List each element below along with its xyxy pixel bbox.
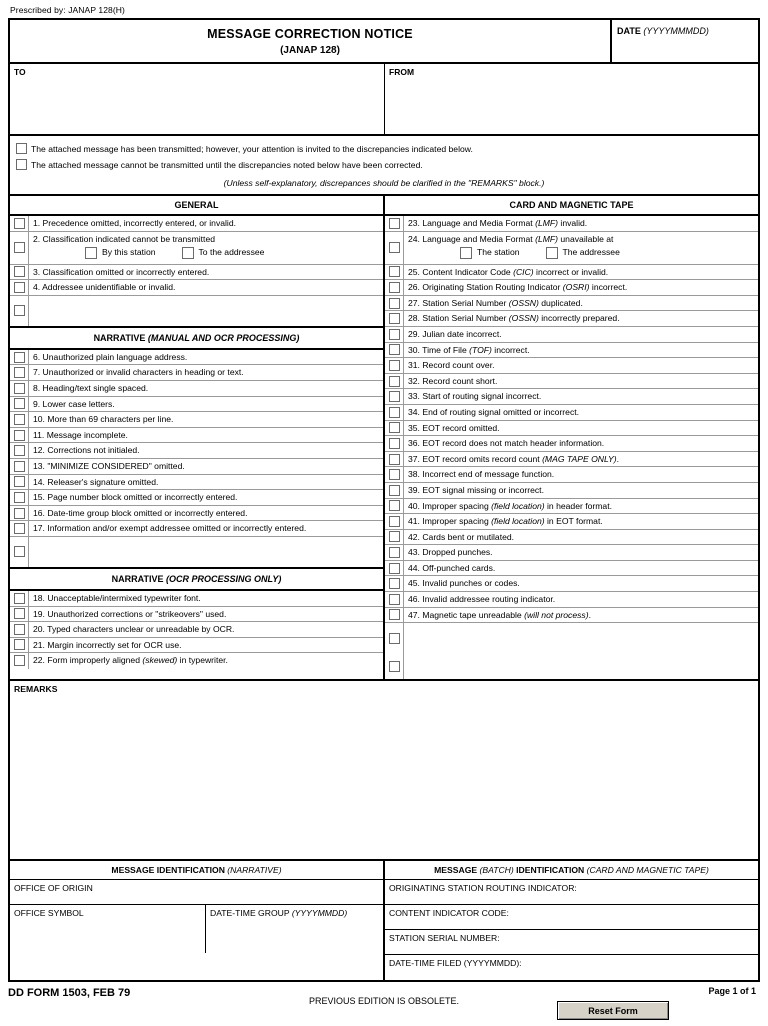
discrepancy-label: 42. Cards bent or mutilated. — [408, 531, 515, 542]
narrative-manual-item-8-checkbox[interactable] — [14, 461, 25, 472]
discrepancy-row[interactable] — [385, 421, 758, 437]
discrepancy-label — [404, 623, 758, 653]
discrepancy-row[interactable] — [10, 521, 383, 537]
office-symbol-field[interactable] — [10, 905, 206, 953]
card-tape-item-23-checkbox[interactable] — [389, 578, 400, 589]
discrepancy-row[interactable] — [10, 591, 383, 607]
general-item-3-checkbox[interactable] — [14, 266, 25, 277]
checkbox-cell[interactable] — [385, 296, 404, 311]
narrative-manual-items — [10, 350, 383, 567]
office-symbol-label: OFFICE SYMBOL — [14, 908, 84, 919]
discrepancy-row[interactable] — [385, 623, 758, 653]
checkbox-cell[interactable] — [385, 358, 404, 373]
checkbox-cell[interactable] — [10, 381, 29, 396]
discrepancy-row[interactable] — [385, 374, 758, 390]
sub-option[interactable] — [85, 247, 156, 259]
discrepancy-row[interactable] — [10, 459, 383, 475]
card-tape-item-2-checkbox[interactable] — [389, 242, 400, 253]
checkbox-cell[interactable] — [385, 232, 404, 264]
general-heading: GENERAL — [10, 196, 383, 216]
discrepancy-label: 30. Time of File (TOF) incorrect. — [408, 344, 530, 355]
discrepancy-row[interactable] — [10, 506, 383, 522]
batch-identification-field[interactable] — [385, 930, 758, 955]
discrepancy-row[interactable] — [10, 216, 383, 232]
identification-block — [10, 859, 758, 980]
narrative-manual-heading — [10, 326, 383, 350]
form-title-block — [10, 20, 610, 62]
checkbox-cell[interactable] — [10, 428, 29, 443]
sub-option-label: By this station — [102, 247, 156, 258]
to-from-block — [10, 64, 758, 136]
narrative-manual-item-5-checkbox[interactable] — [14, 414, 25, 425]
card-tape-item-21-checkbox[interactable] — [389, 547, 400, 558]
discrepancy-label: 24. Language and Media Format (LMF) unavailable at The station The addressee — [404, 232, 758, 264]
narrative-manual-item-7-checkbox[interactable] — [14, 445, 25, 456]
statement-1-label: The attached message has been transmitted; however, your attention is invited to the discrepancies indicated below. — [31, 144, 473, 154]
discrepancy-row[interactable] — [385, 483, 758, 499]
checkbox-cell[interactable] — [10, 350, 29, 365]
discrepancy-label: 29. Julian date incorrect. — [408, 328, 502, 339]
discrepancy-row[interactable] — [385, 436, 758, 452]
discrepancy-row[interactable] — [10, 607, 383, 623]
discrepancy-label — [404, 653, 758, 679]
discrepancy-row[interactable] — [10, 475, 383, 491]
checkbox-cell[interactable] — [10, 412, 29, 427]
batch-field-label: STATION SERIAL NUMBER: — [389, 933, 500, 944]
card-tape-item-6-checkbox[interactable] — [389, 313, 400, 324]
form-footer — [8, 982, 760, 1026]
message-identification-heading — [10, 861, 383, 880]
card-tape-item-13-checkbox[interactable] — [389, 422, 400, 433]
card-tape-item-8-checkbox[interactable] — [389, 344, 400, 355]
sub-option-label: To the addressee — [198, 247, 265, 258]
narrative-manual-heading-italic: (MANUAL AND OCR PROCESSING) — [147, 332, 300, 343]
sub-option[interactable] — [460, 247, 520, 259]
batch-heading-c: IDENTIFICATION — [516, 865, 585, 876]
narrative-ocr-item-4-checkbox[interactable] — [14, 639, 25, 650]
batch-identification-field[interactable] — [385, 880, 758, 905]
discrepancy-row[interactable] — [385, 592, 758, 608]
narrative-manual-item-2-checkbox[interactable] — [14, 367, 25, 378]
checkbox-cell[interactable] — [385, 311, 404, 326]
prescribed-by-text: Prescribed by: JANAP 128(H) — [10, 5, 125, 15]
date-field[interactable] — [610, 20, 758, 62]
checkbox-cell[interactable] — [385, 389, 404, 404]
discrepancy-label: 45. Invalid punches or codes. — [408, 578, 520, 589]
card-tape-item-11-checkbox[interactable] — [389, 391, 400, 402]
discrepancy-label: 36. EOT record does not match header information. — [408, 438, 605, 449]
card-tape-item-7-checkbox[interactable] — [389, 329, 400, 340]
discrepancy-row[interactable] — [385, 327, 758, 343]
statements-note: (Unless self-explanatory, discrepances should be clarified in the "REMARKS" block.) — [223, 178, 545, 188]
sub-option-group — [33, 245, 383, 261]
discrepancy-label: 37. EOT record omits record count (MAG TAPE ONLY). — [408, 453, 619, 464]
checkbox-cell[interactable] — [10, 443, 29, 458]
checkbox-cell[interactable] — [10, 607, 29, 622]
narrative-ocr-item-1-checkbox[interactable] — [14, 593, 25, 604]
checkbox-cell[interactable] — [385, 576, 404, 591]
card-tape-column — [385, 196, 758, 679]
card-tape-item-25-checkbox[interactable] — [389, 609, 400, 620]
sub-option[interactable] — [182, 247, 265, 259]
discrepancy-row[interactable] — [10, 265, 383, 281]
discrepancy-row[interactable] — [10, 428, 383, 444]
card-tape-item-16-checkbox[interactable] — [389, 469, 400, 480]
discrepancy-row[interactable] — [385, 653, 758, 679]
batch-identification-field[interactable] — [385, 955, 758, 980]
to-label: TO — [14, 67, 26, 77]
checkbox-cell[interactable] — [385, 545, 404, 560]
checkbox-cell[interactable] — [10, 459, 29, 474]
discrepancy-label: 1. Precedence omitted, incorrectly entered, or invalid. — [33, 218, 237, 228]
discrepancy-label: 9. Lower case letters. — [33, 398, 115, 409]
general-items — [10, 216, 383, 326]
card-tape-item-12-checkbox[interactable] — [389, 407, 400, 418]
checkbox-cell[interactable] — [385, 483, 404, 498]
checkbox-cell[interactable] — [385, 374, 404, 389]
date-time-group-format: (YYYYMMDD) — [291, 908, 348, 919]
discrepancy-label: 3. Classification omitted or incorrectly entered. — [33, 266, 210, 277]
checkbox-cell[interactable] — [10, 280, 29, 295]
card-tape-item-26-checkbox[interactable] — [389, 633, 400, 644]
discrepancy-label: 25. Content Indicator Code (CIC) incorrect or invalid. — [408, 266, 609, 277]
discrepancy-label: 23. Language and Media Format (LMF) invalid. — [408, 218, 588, 228]
card-tape-heading: CARD AND MAGNETIC TAPE — [385, 196, 758, 216]
form-subtitle: (JANAP 128) — [280, 45, 340, 56]
page-indicator: Page 1 of 1 — [708, 986, 756, 997]
discrepancy-row[interactable] — [385, 216, 758, 232]
card-tape-item-20-checkbox[interactable] — [389, 531, 400, 542]
general-column — [10, 196, 385, 679]
checkbox-cell[interactable] — [385, 216, 404, 231]
checkbox-cell[interactable] — [10, 232, 29, 264]
discrepancy-label: 18. Unacceptable/intermixed typewriter font. — [33, 592, 201, 603]
discrepancy-row[interactable] — [10, 381, 383, 397]
discrepancy-label: 19. Unauthorized corrections or "strikeovers" used. — [33, 608, 227, 619]
narrative-manual-item-1-checkbox[interactable] — [14, 352, 25, 363]
checkbox-cell[interactable] — [385, 452, 404, 467]
card-tape-item-17-checkbox[interactable] — [389, 485, 400, 496]
discrepancy-row[interactable] — [385, 576, 758, 592]
card-tape-item-19-checkbox[interactable] — [389, 516, 400, 527]
card-tape-item-14-checkbox[interactable] — [389, 438, 400, 449]
discrepancy-label — [29, 537, 383, 567]
discrepancy-row[interactable] — [10, 490, 383, 506]
batch-heading-b: (BATCH) — [479, 865, 514, 876]
discrepancy-row[interactable] — [385, 280, 758, 296]
discrepancy-label: 17. Information and/or exempt addressee omitted or incorrectly entered. — [33, 523, 307, 534]
sub-option[interactable] — [546, 247, 620, 259]
general-item-4-checkbox[interactable] — [14, 282, 25, 293]
discrepancy-label: 8. Heading/text single spaced. — [33, 382, 149, 393]
narrative-ocr-item-3-checkbox[interactable] — [14, 624, 25, 635]
discrepancy-label: 2. Classification indicated cannot be transmitted By this station To the addressee — [29, 232, 383, 264]
checkbox-cell[interactable] — [385, 530, 404, 545]
previous-edition-note: PREVIOUS EDITION IS OBSOLETE. — [308, 996, 460, 1007]
office-of-origin-label: OFFICE OF ORIGIN — [14, 883, 93, 894]
discrepancy-row[interactable] — [10, 537, 383, 567]
checkbox-cell[interactable] — [10, 521, 29, 536]
discrepancy-row[interactable] — [10, 653, 383, 668]
message-identification-narrative — [10, 861, 385, 980]
narrative-ocr-heading — [10, 567, 383, 591]
discrepancy-row[interactable] — [10, 397, 383, 413]
discrepancy-label: 11. Message incomplete. — [33, 429, 128, 440]
discrepancy-label: 32. Record count short. — [408, 375, 498, 386]
statements-block — [10, 136, 758, 196]
discrepancy-label: 16. Date-time group block omitted or incorrectly entered. — [33, 507, 248, 518]
checkbox-cell[interactable] — [10, 397, 29, 412]
sub-option-label: The station — [477, 247, 520, 258]
checkbox-cell[interactable] — [385, 421, 404, 436]
batch-identification-rows — [385, 880, 758, 980]
card-tape-item-5-checkbox[interactable] — [389, 298, 400, 309]
message-identification-heading-bold: MESSAGE IDENTIFICATION — [111, 865, 225, 876]
discrepancy-row[interactable] — [385, 311, 758, 327]
batch-heading-d: (CARD AND MAGNETIC TAPE) — [586, 865, 709, 876]
batch-field-label: CONTENT INDICATOR CODE: — [389, 908, 509, 919]
discrepancy-row[interactable] — [385, 608, 758, 624]
discrepancy-columns — [10, 196, 758, 679]
narrative-ocr-items — [10, 591, 383, 669]
checkbox-cell[interactable] — [10, 216, 29, 231]
discrepancy-label: 46. Invalid addressee routing indicator. — [408, 594, 556, 605]
discrepancy-row[interactable] — [385, 530, 758, 546]
discrepancy-label: 31. Record count over. — [408, 360, 495, 371]
narrative-manual-item-13-checkbox[interactable] — [14, 546, 25, 557]
checkbox-cell[interactable] — [385, 436, 404, 451]
discrepancy-label: 35. EOT record omitted. — [408, 422, 500, 433]
discrepancy-label: 20. Typed characters unclear or unreadable by OCR. — [33, 624, 235, 635]
general-item-1-checkbox[interactable] — [14, 218, 25, 229]
general-item-2-checkbox[interactable] — [14, 242, 25, 253]
checkbox-cell[interactable] — [385, 327, 404, 342]
checkbox-cell[interactable] — [385, 608, 404, 623]
discrepancy-label: 41. Improper spacing (field location) in EOT format. — [408, 516, 603, 527]
discrepancy-row[interactable] — [385, 545, 758, 561]
discrepancy-label: 22. Form improperly aligned (skewed) in typewriter. — [33, 655, 228, 666]
discrepancy-row[interactable] — [10, 622, 383, 638]
remarks-field[interactable] — [10, 679, 758, 859]
checkbox-cell[interactable] — [10, 653, 29, 668]
discrepancy-row[interactable] — [10, 296, 383, 326]
discrepancy-label: 40. Improper spacing (field location) in header format. — [408, 500, 612, 511]
discrepancy-label: 38. Incorrect end of message function. — [408, 469, 555, 480]
checkbox-cell[interactable] — [10, 365, 29, 380]
checkbox-cell[interactable] — [10, 296, 29, 326]
form-body — [8, 18, 760, 982]
discrepancy-label: 15. Page number block omitted or incorrectly entered. — [33, 492, 238, 503]
discrepancy-row[interactable] — [385, 499, 758, 515]
message-batch-identification — [385, 861, 758, 980]
message-identification-heading-italic: (NARRATIVE) — [227, 865, 282, 876]
discrepancy-row[interactable] — [385, 389, 758, 405]
narrative-manual-item-9-checkbox[interactable] — [14, 476, 25, 487]
discrepancy-label: 26. Originating Station Routing Indicator (OSRI) incorrect. — [408, 282, 628, 293]
discrepancy-row[interactable] — [385, 296, 758, 312]
discrepancy-label: 4. Addressee unidentifiable or invalid. — [33, 282, 176, 293]
narrative-manual-item-3-checkbox[interactable] — [14, 383, 25, 394]
checkbox-cell[interactable] — [385, 592, 404, 607]
form-header — [10, 20, 758, 64]
checkbox-cell[interactable] — [385, 280, 404, 295]
narrative-manual-heading-bold: NARRATIVE — [93, 332, 146, 343]
discrepancy-label: 33. Start of routing signal incorrect. — [408, 391, 542, 402]
discrepancy-label: 14. Releaser's signature omitted. — [33, 476, 159, 487]
discrepancy-label: 6. Unauthorized plain language address. — [33, 351, 188, 362]
form-number: DD FORM 1503, FEB 79 — [8, 987, 131, 1000]
card-tape-item-18-checkbox[interactable] — [389, 500, 400, 511]
card-tape-item-15-checkbox[interactable] — [389, 454, 400, 465]
discrepancy-row[interactable] — [10, 412, 383, 428]
card-tape-item-3-checkbox[interactable] — [389, 266, 400, 277]
discrepancy-label: 43. Dropped punches. — [408, 547, 493, 558]
card-tape-item-9-checkbox[interactable] — [389, 360, 400, 371]
card-tape-item-4-checkbox[interactable] — [389, 282, 400, 293]
batch-field-label: ORIGINATING STATION ROUTING INDICATOR: — [389, 883, 577, 894]
statement-row[interactable] — [10, 141, 758, 157]
discrepancy-label: 34. End of routing signal omitted or incorrect. — [408, 406, 580, 417]
discrepancy-row[interactable] — [10, 365, 383, 381]
card-tape-item-22-checkbox[interactable] — [389, 563, 400, 574]
narrative-manual-item-12-checkbox[interactable] — [14, 523, 25, 534]
discrepancy-label: 10. More than 69 characters per line. — [33, 414, 174, 425]
narrative-ocr-heading-italic: (OCR PROCESSING ONLY) — [166, 573, 282, 584]
general-item-2-option-2-checkbox[interactable] — [182, 247, 194, 259]
discrepancy-row[interactable] — [385, 405, 758, 421]
discrepancy-label: 21. Margin incorrectly set for OCR use. — [33, 639, 182, 650]
date-time-group-field[interactable] — [206, 905, 383, 953]
discrepancy-label: 47. Magnetic tape unreadable (will not process). — [408, 609, 591, 620]
discrepancy-label: 7. Unauthorized or invalid characters in heading or text. — [33, 367, 244, 378]
remarks-label: REMARKS — [14, 684, 58, 695]
reset-form-button[interactable]: Reset Form — [557, 1001, 669, 1020]
card-tape-item-10-checkbox[interactable] — [389, 376, 400, 387]
discrepancy-label: 28. Station Serial Number (OSSN) incorrectly prepared. — [408, 313, 620, 324]
discrepancy-row[interactable] — [10, 443, 383, 459]
discrepancy-row[interactable] — [385, 561, 758, 577]
to-field[interactable] — [10, 64, 385, 134]
statement-2-checkbox[interactable] — [16, 159, 27, 170]
date-format-hint: (YYYYMMMDD) — [643, 26, 709, 36]
checkbox-cell[interactable] — [385, 343, 404, 358]
checkbox-cell[interactable] — [385, 405, 404, 420]
card-tape-item-2-option-1-checkbox[interactable] — [460, 247, 472, 259]
discrepancy-row[interactable] — [10, 638, 383, 654]
general-item-5-checkbox[interactable] — [14, 305, 25, 316]
batch-heading-a: MESSAGE — [434, 865, 478, 876]
batch-field-label: DATE-TIME FILED (YYYYMMDD): — [389, 958, 522, 969]
discrepancy-row[interactable] — [385, 452, 758, 468]
sub-option-label: The addressee — [562, 247, 620, 258]
statement-1-checkbox[interactable] — [16, 143, 27, 154]
discrepancy-row[interactable] — [10, 232, 383, 265]
checkbox-cell[interactable] — [10, 506, 29, 521]
statement-row[interactable] — [10, 157, 758, 173]
sub-option-group — [408, 245, 758, 261]
checkbox-cell[interactable] — [10, 265, 29, 280]
discrepancy-label: 44. Off-punched cards. — [408, 562, 496, 573]
statement-2-label: The attached message cannot be transmitted until the discrepancies noted below have been corrected. — [31, 160, 423, 170]
discrepancy-row[interactable] — [10, 350, 383, 366]
checkbox-cell[interactable] — [385, 499, 404, 514]
checkbox-cell[interactable] — [385, 653, 404, 679]
card-tape-item-27-checkbox[interactable] — [389, 661, 400, 672]
discrepancy-row[interactable] — [385, 343, 758, 359]
discrepancy-label — [29, 296, 383, 326]
discrepancy-label: 39. EOT signal missing or incorrect. — [408, 484, 544, 495]
discrepancy-label: 13. "MINIMIZE CONSIDERED" omitted. — [33, 460, 185, 471]
card-tape-item-2-option-2-checkbox[interactable] — [546, 247, 558, 259]
batch-identification-field[interactable] — [385, 905, 758, 930]
card-tape-items — [385, 216, 758, 679]
checkbox-cell[interactable] — [10, 475, 29, 490]
checkbox-cell[interactable] — [385, 514, 404, 529]
date-label: DATE — [617, 26, 641, 36]
narrative-manual-item-6-checkbox[interactable] — [14, 430, 25, 441]
from-label: FROM — [389, 67, 415, 77]
discrepancy-row[interactable] — [385, 514, 758, 530]
checkbox-cell[interactable] — [10, 490, 29, 505]
discrepancy-label: 12. Corrections not initialed. — [33, 445, 140, 456]
from-field[interactable] — [385, 64, 758, 134]
general-item-2-option-1-checkbox[interactable] — [85, 247, 97, 259]
office-of-origin-field[interactable] — [10, 880, 383, 905]
message-batch-identification-heading — [385, 861, 758, 880]
narrative-ocr-item-5-checkbox[interactable] — [14, 655, 25, 666]
discrepancy-row[interactable] — [385, 232, 758, 265]
card-tape-item-1-checkbox[interactable] — [389, 218, 400, 229]
narrative-ocr-item-2-checkbox[interactable] — [14, 608, 25, 619]
discrepancy-row[interactable] — [385, 358, 758, 374]
discrepancy-row[interactable] — [385, 265, 758, 281]
discrepancy-label: 27. Station Serial Number (OSSN) duplicated. — [408, 297, 583, 308]
narrative-ocr-heading-bold: NARRATIVE — [111, 573, 164, 584]
page-title: MESSAGE CORRECTION NOTICE — [207, 27, 413, 41]
checkbox-cell[interactable] — [10, 537, 29, 567]
checkbox-cell[interactable] — [385, 561, 404, 576]
narrative-manual-item-4-checkbox[interactable] — [14, 398, 25, 409]
date-time-group-label: DATE-TIME GROUP — [210, 908, 290, 919]
office-symbol-dtg-row — [10, 905, 383, 953]
discrepancy-row[interactable] — [385, 467, 758, 483]
narrative-manual-item-11-checkbox[interactable] — [14, 508, 25, 519]
checkbox-cell[interactable] — [10, 638, 29, 653]
checkbox-cell[interactable] — [385, 265, 404, 280]
discrepancy-row[interactable] — [10, 280, 383, 296]
checkbox-cell[interactable] — [385, 467, 404, 482]
narrative-manual-item-10-checkbox[interactable] — [14, 492, 25, 503]
checkbox-cell[interactable] — [10, 622, 29, 637]
checkbox-cell[interactable] — [10, 591, 29, 606]
card-tape-item-24-checkbox[interactable] — [389, 594, 400, 605]
checkbox-cell[interactable] — [385, 623, 404, 653]
